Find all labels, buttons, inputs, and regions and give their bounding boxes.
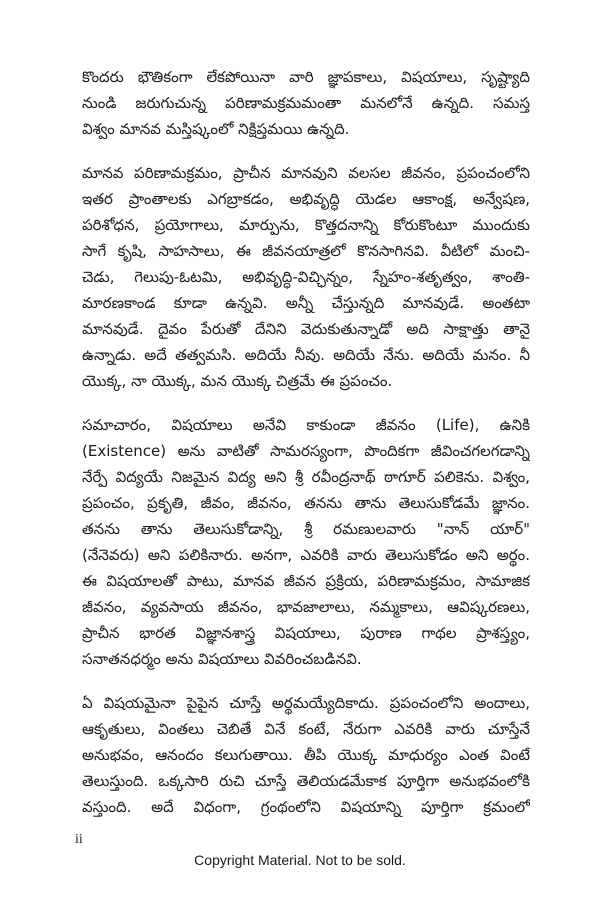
text-line: మారణకాండ కూడా ఉన్నవి. అన్నీ చేస్తున్నది మానవుడే. అంతటా [82, 294, 530, 312]
text-line: ప్రపంచం, ప్రకృతి, జీవం, జీవనం, తనను తాను తెలుసుకోడమే జ్ఞానం. [82, 494, 530, 512]
text-line: ఆకృతులు, వింతలు చెబితే వినే కంటే, నేరుగా ఎవరికి వారు చూస్తేనే [82, 720, 530, 738]
text-line: (నేనెవరు) అని పలికినారు. అనగా, ఎవరికి వారు తెలుసుకోడం అని అర్థం. [82, 546, 530, 564]
text-line: విశ్వం మానవ మస్తిష్కంలో నిక్షిప్తమయి ఉన్నది. [82, 120, 350, 138]
text-line: వస్తుంది. అదే విధంగా, గ్రంథంలోని విషయాన్ని పూర్తిగా క్రమంలో [82, 798, 530, 816]
text-line: నేర్పే విద్యయే నిజమైన విద్య అని శ్రీ రవీంద్రనాథ్ ఠాగూర్ పలికెను. విశ్వం, [82, 468, 530, 486]
text-line: సనాతనధర్మం అను విషయాలు వివరించబడినవి. [82, 650, 362, 668]
text-line: జీవనం, వ్యవసాయ జీవనం, భావజాలాలు, నమ్మకాలు, ఆవిష్కరణలు, [82, 598, 530, 616]
text-line: సాగే కృషి, సాహసాలు, ఈ జీవనయాత్రలో కొనసాగినవి. వీటిలో మంచి- [82, 242, 530, 260]
paragraph-3 [82, 412, 530, 672]
text-line: ఏ విషయమైనా పైపైన చూస్తే అర్థమయ్యేదికాదు. ప్రపంచంలోని అందాలు, [82, 694, 530, 712]
text-line: (Existence) అను వాటితో సామరస్యంగా, పొందికగా జీవించగలగడాన్ని [82, 442, 530, 460]
text-line: సమాచారం, విషయాలు అనేవి కాకుండా జీవనం (Life), ఉనికి [82, 416, 530, 434]
text-line: ఈ విషయాలతో పాటు, మానవ జీవన ప్రక్రియ, పరిణామక్రమం, సామాజిక [82, 572, 530, 590]
text-line: అనుభవం, ఆనందం కలుగుతాయి. తీపి యొక్క మాధుర్యం ఎంత వింటే [82, 746, 530, 764]
paragraph-4 [82, 690, 530, 820]
text-line: నుండి జరుగుచున్న పరిణామక్రమమంతా మనలోనే ఉన్నది. సమస్త [82, 94, 530, 112]
text-line: మానవుడే. దైవం పేరుతో దేనిని వెదుకుతున్నాడో అది సాక్షాత్తు తానై [82, 320, 530, 338]
page-number: ii [75, 832, 83, 847]
text-line: కొందరు భౌతికంగా లేకపోయినా వారి జ్ఞాపకాలు, విషయాలు, సృష్ట్యాది [82, 68, 530, 86]
paragraph-1 [82, 64, 530, 142]
text-line: మానవ పరిణామక్రమం, ప్రాచీన మానవుని వలసల జీవనం, ప్రపంచంలోని [82, 164, 530, 182]
text-line: యొక్క, నా యొక్క, మన యొక్క చిత్రమే ఈ ప్రపంచం. [82, 372, 393, 390]
copyright-notice: Copyright Material. Not to be sold. [194, 852, 406, 868]
paragraph-2 [82, 160, 530, 394]
text-line: ప్రాచీన భారత విజ్ఞానశాస్త్ర విషయాలు, పురాణ గాథల ప్రాశస్త్యం, [82, 624, 530, 642]
page-body [82, 64, 530, 838]
text-line: తెలుస్తుంది. ఒక్కసారి రుచి చూస్తే తెలియడమేకాక పూర్తిగా అనుభవంలోకి [82, 772, 530, 790]
text-line: పరిశోధన, ప్రయోగాలు, మార్పును, కొత్తదనాన్ని కోరుకొంటూ ముందుకు [82, 216, 530, 234]
text-line: చెడు, గెలుపు-ఓటమి, అభివృద్ధి-విచ్ఛిన్నం, స్నేహం-శతృత్వం, శాంతి- [82, 268, 530, 286]
text-line: ఉన్నాడు. అదే తత్వమసి. అదియే నీవు. అదియే నేను. అదియే మనం. నీ [82, 346, 530, 364]
text-line: తనను తాను తెలుసుకోడాన్ని, శ్రీ రమణులవారు "నాన్ యార్" [82, 520, 530, 538]
text-line: ఇతర ప్రాంతాలకు ఎగబ్రాకడం, అభివృద్ధి యెడల ఆకాంక్ష, అన్వేషణ, [82, 190, 530, 208]
